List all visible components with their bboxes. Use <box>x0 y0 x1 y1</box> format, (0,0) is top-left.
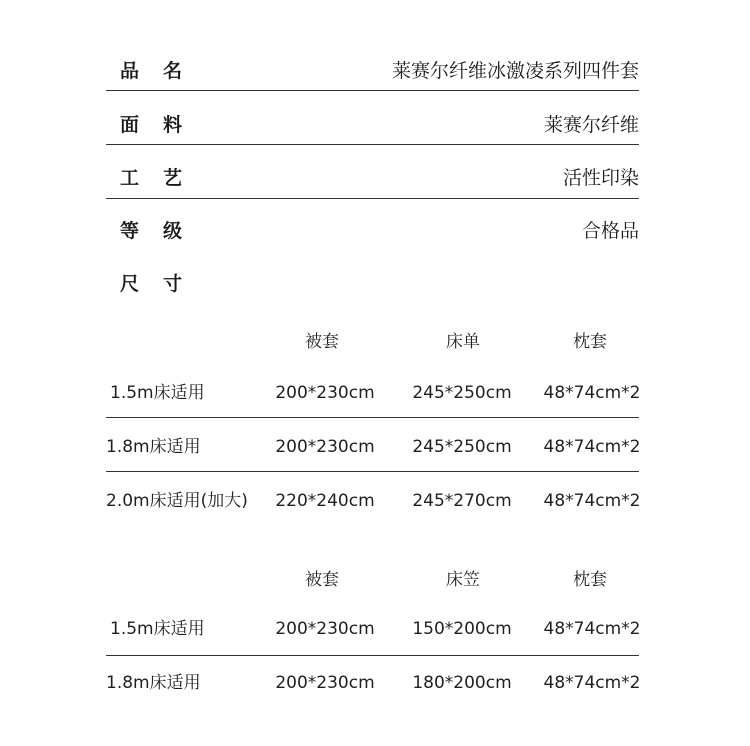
table1-header-sheet: 床单 <box>446 332 480 352</box>
spec-row-name <box>106 60 639 82</box>
spec-label: 尺寸 <box>120 273 207 295</box>
spec-row-size <box>106 273 639 295</box>
divider <box>106 144 639 145</box>
table1-cell: 245*270cm <box>412 491 512 511</box>
table2-row-name: 1.8m床适用 <box>106 673 201 693</box>
spec-label: 面料 <box>120 114 207 136</box>
spec-label: 等级 <box>120 220 207 242</box>
divider <box>106 471 639 472</box>
table2-cell: 180*200cm <box>412 673 512 693</box>
spec-row-fabric <box>106 114 639 136</box>
table2-header-duvet: 被套 <box>305 570 339 590</box>
table2-cell: 48*74cm*2 <box>543 673 641 693</box>
spec-label: 品名 <box>120 60 207 82</box>
spec-label: 工艺 <box>120 167 207 189</box>
table1-header-pillowcase: 枕套 <box>573 332 607 352</box>
table1-cell: 48*74cm*2 <box>543 383 641 403</box>
spec-value: 活性印染 <box>562 167 639 189</box>
divider <box>106 198 639 199</box>
divider <box>106 90 639 91</box>
table2-cell: 200*230cm <box>275 673 375 693</box>
table1-header-duvet: 被套 <box>305 332 339 352</box>
table1-cell: 245*250cm <box>412 437 512 457</box>
table1-cell: 200*230cm <box>275 437 375 457</box>
table1-row-name: 1.5m床适用 <box>110 383 205 403</box>
table1-cell: 220*240cm <box>275 491 375 511</box>
table1-cell: 245*250cm <box>412 383 512 403</box>
table2-cell: 150*200cm <box>412 619 512 639</box>
spec-value: 莱赛尔纤维 <box>543 114 639 136</box>
spec-value: 合格品 <box>581 220 639 242</box>
table2-header-pillowcase: 枕套 <box>573 570 607 590</box>
table1-row-name: 1.8m床适用 <box>106 437 201 457</box>
spec-value: 莱赛尔纤维冰激凌系列四件套 <box>391 60 639 82</box>
table2-cell: 200*230cm <box>275 619 375 639</box>
table1-row-name: 2.0m床适用(加大) <box>106 491 248 511</box>
table1-cell: 48*74cm*2 <box>543 437 641 457</box>
table2-row-name: 1.5m床适用 <box>110 619 205 639</box>
divider <box>106 655 639 656</box>
table1-cell: 48*74cm*2 <box>543 491 641 511</box>
table2-header-fitted-sheet: 床笠 <box>446 570 480 590</box>
table2-cell: 48*74cm*2 <box>543 619 641 639</box>
divider <box>106 417 639 418</box>
table1-cell: 200*230cm <box>275 383 375 403</box>
spec-row-grade <box>106 220 639 242</box>
spec-row-craft <box>106 167 639 189</box>
